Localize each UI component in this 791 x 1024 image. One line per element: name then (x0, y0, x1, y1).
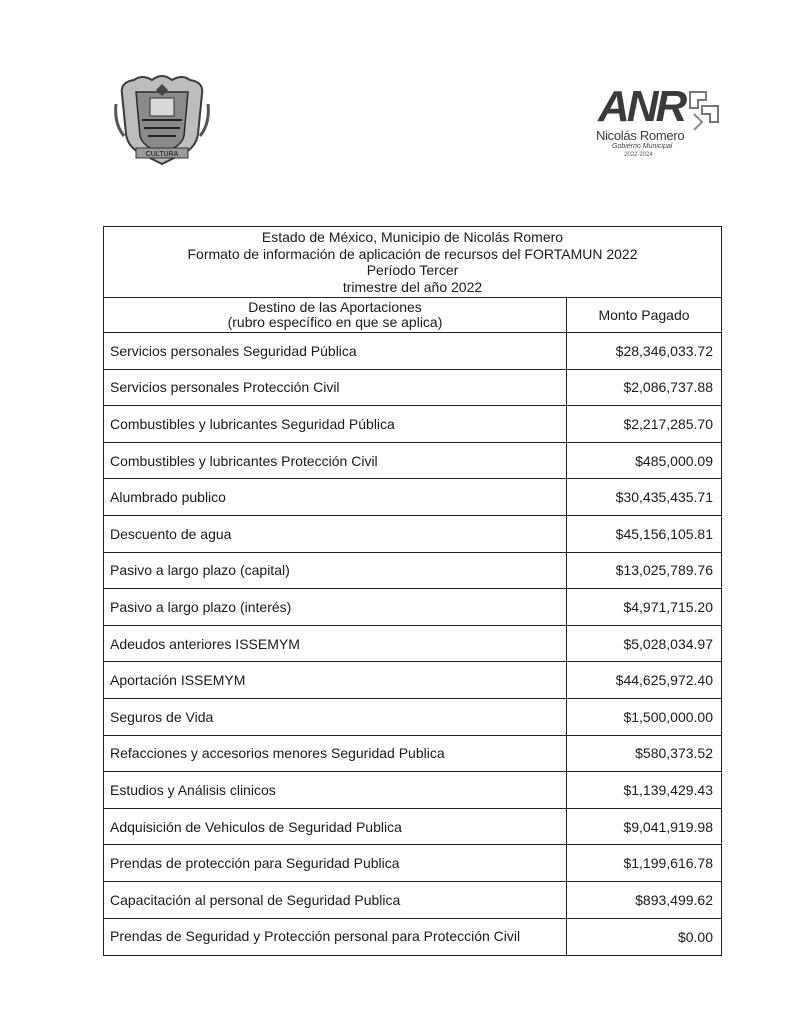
logo-subtitle: Gobierno Municipal (612, 143, 673, 150)
row-amount: $1,199,616.78 (567, 845, 722, 882)
title-line: Período Tercer (366, 262, 459, 278)
row-amount: $44,625,972.40 (567, 662, 722, 699)
row-description: Adquisición de Vehiculos de Seguridad Publica (104, 808, 567, 845)
table-row (104, 552, 722, 589)
row-description: Combustibles y lubricantes Protección Civil (104, 442, 567, 479)
title-line: trimestre del año 2022 (342, 278, 483, 295)
row-description: Alumbrado publico (104, 479, 567, 516)
table-row (104, 772, 722, 809)
table-row (104, 845, 722, 882)
row-amount: $893,499.62 (567, 881, 722, 918)
row-description: Estudios y Análisis clinicos (104, 772, 567, 809)
title-line: Estado de México, Municipio de Nicolás Romero (261, 229, 564, 245)
row-description: Servicios personales Protección Civil (104, 369, 567, 406)
table-row (104, 808, 722, 845)
row-description: Descuento de agua (104, 515, 567, 552)
row-amount: $45,156,105.81 (567, 515, 722, 552)
row-description: Adeudos anteriores ISSEMYM (104, 625, 567, 662)
row-description: Prendas de protección para Seguridad Publica (104, 845, 567, 882)
table-row (104, 918, 722, 955)
government-logo (588, 82, 728, 170)
header-destino-line: (rubro específico en que se aplica) (227, 314, 443, 330)
row-amount: $28,346,033.72 (567, 333, 722, 370)
title-line: Formato de información de aplicación de recursos del FORTAMUN 2022 (187, 245, 638, 262)
table-row (104, 515, 722, 552)
logo-brand: ANR (598, 82, 685, 131)
row-amount: $580,373.52 (567, 735, 722, 772)
report-title (104, 227, 722, 298)
row-amount: $5,028,034.97 (567, 625, 722, 662)
table-row (104, 735, 722, 772)
column-header-destino (104, 298, 567, 333)
table-row (104, 406, 722, 443)
fortamun-report-table (103, 226, 722, 956)
table-row (104, 625, 722, 662)
row-amount: $4,971,715.20 (567, 589, 722, 626)
table-row (104, 662, 722, 699)
row-description: Pasivo a largo plazo (capital) (104, 552, 567, 589)
row-amount: $0.00 (567, 918, 722, 955)
table-row (104, 881, 722, 918)
row-amount: $1,139,429.43 (567, 772, 722, 809)
row-amount: $9,041,919.98 (567, 808, 722, 845)
seal-motto: CULTURA (145, 151, 179, 158)
header-destino-line: Destino de las Aportaciones (248, 299, 422, 315)
table-row (104, 589, 722, 626)
row-amount: $2,086,737.88 (567, 369, 722, 406)
row-amount: $485,000.09 (567, 442, 722, 479)
row-amount: $2,217,285.70 (567, 406, 722, 443)
table-row (104, 442, 722, 479)
table-row (104, 369, 722, 406)
column-header-monto: Monto Pagado (567, 298, 722, 333)
row-description: Combustibles y lubricantes Seguridad Pública (104, 406, 567, 443)
row-description: Capacitación al personal de Seguridad Publica (104, 881, 567, 918)
row-amount: $1,500,000.00 (567, 698, 722, 735)
row-description: Refacciones y accesorios menores Seguridad Publica (104, 735, 567, 772)
logo-name: Nicolás Romero (596, 128, 685, 143)
logo-period: 2022-2024 (624, 152, 653, 158)
row-description: Prendas de Seguridad y Protección personal para Protección Civil (104, 918, 567, 955)
municipal-seal (112, 74, 212, 166)
row-description: Pasivo a largo plazo (interés) (104, 589, 567, 626)
table-row (104, 479, 722, 516)
row-description: Aportación ISSEMYM (104, 662, 567, 699)
row-description: Seguros de Vida (104, 698, 567, 735)
row-amount: $13,025,789.76 (567, 552, 722, 589)
logo-mark-icon (682, 88, 726, 132)
row-amount: $30,435,435.71 (567, 479, 722, 516)
table-row (104, 698, 722, 735)
row-description: Servicios personales Seguridad Pública (104, 333, 567, 370)
table-row (104, 333, 722, 370)
